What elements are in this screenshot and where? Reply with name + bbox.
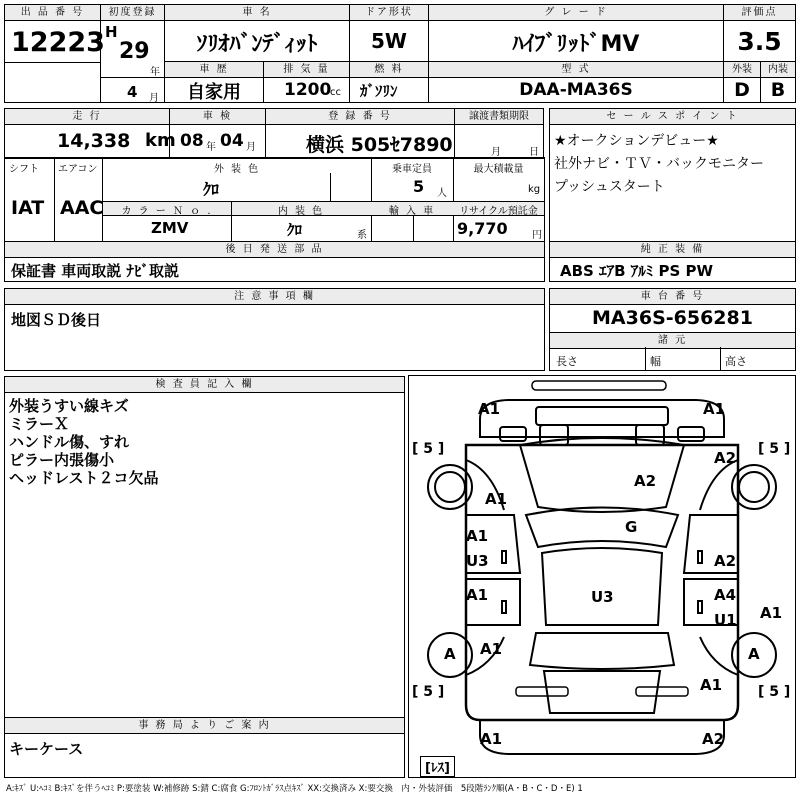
office-info-label: 事 務 局 よ り ご 案 内 [5, 718, 404, 734]
genuine-equipment-cell [549, 241, 796, 282]
interior-grade: B [770, 79, 786, 101]
damage-mark: U3 [591, 588, 614, 606]
damage-mark: A1 [700, 676, 723, 694]
fuel-cell [349, 61, 429, 103]
chassis-label: 車 台 番 号 [550, 289, 795, 305]
door-type: 5W [371, 29, 407, 53]
color-no-label: カ ラ ー Ｎ ｏ . [121, 206, 213, 217]
recycle-label: リサイクル預託金 [459, 206, 538, 217]
lot-number: 12223 [11, 27, 105, 58]
damage-mark: A4 [714, 586, 737, 604]
plate-cell [265, 108, 455, 158]
later-parts-cell [4, 241, 545, 282]
dimension-height-label: 高さ [725, 355, 747, 368]
damage-mark: G [625, 518, 638, 536]
damage-mark: A1 [480, 640, 503, 658]
interior-grade-cell [760, 61, 796, 103]
damage-mark: A1 [760, 604, 783, 622]
ext-color: ｸﾛ [203, 180, 220, 199]
mileage-unit: km [145, 130, 176, 151]
damage-mark: A1 [703, 400, 726, 418]
plate-label: 登 録 番 号 [266, 109, 454, 125]
later-parts: 保証書 車両取説 ﾅﾋﾞ取説 [11, 262, 179, 280]
inspection-year-unit: 年 [206, 142, 216, 153]
chassis-cell [549, 288, 796, 371]
max-load-label: 最大積載量 [473, 164, 524, 175]
score-cell [723, 4, 796, 62]
damage-mark: U3 [466, 552, 489, 570]
transfer-day-unit: 日 [529, 147, 539, 158]
lot-number-label: 出 品 番 号 [5, 5, 100, 21]
mileage: 14,338 [57, 130, 131, 152]
inspection-label: 車 検 [170, 109, 265, 125]
later-parts-label: 後 日 発 送 部 品 [5, 242, 544, 258]
aircon-label: エアコン [58, 164, 98, 175]
dimension-length-label: 長さ [556, 355, 578, 368]
damage-mark: A [444, 645, 456, 663]
displacement-label: 排 気 量 [264, 62, 349, 78]
mileage-label: 走 行 [5, 109, 169, 125]
capacity: 5 [413, 177, 425, 196]
damage-mark: A2 [634, 472, 657, 490]
score: 3.5 [737, 27, 782, 56]
car-name-label: 車 名 [165, 5, 349, 21]
month-unit: 月 [149, 93, 159, 104]
displacement-unit: cc [330, 87, 341, 98]
dimension-width-label: 幅 [650, 355, 661, 368]
first-registration-label: 初度登録 [101, 5, 164, 21]
damage-mark: A1 [466, 586, 489, 604]
car-name: ｿﾘｵﾊﾞﾝﾃﾞｨｯﾄ [196, 32, 318, 57]
int-color: ｸﾛ [287, 221, 303, 239]
damage-mark: A2 [714, 552, 737, 570]
office-info-cell [4, 717, 405, 778]
first-reg-month: 4 [127, 83, 138, 101]
int-color-label: 内 装 色 [277, 206, 325, 217]
model-cell [428, 61, 724, 103]
first-registration-cell [100, 4, 165, 103]
damage-mark: A1 [485, 490, 508, 508]
notes-text: 地図ＳＤ後日 [11, 311, 102, 329]
specs-block [4, 157, 545, 242]
int-color-suffix: 系 [357, 230, 367, 241]
grade-cell [428, 4, 724, 62]
transfer-month-unit: 月 [491, 147, 501, 158]
score-label: 評価点 [724, 5, 795, 21]
inspection-month-unit: 月 [246, 142, 256, 153]
color-no: ZMV [151, 219, 189, 237]
tire-tread-rear-right: [ 5 ] [758, 684, 791, 700]
interior-label: 内装 [761, 62, 795, 78]
chassis-number: MA36S-656281 [592, 307, 753, 329]
office-info-text: キーケース [9, 740, 84, 758]
recycle-fee: 9,770 [457, 219, 508, 238]
inspector-line: ハンドル傷、すれ [9, 433, 130, 451]
history: 自家用 [187, 82, 241, 103]
capacity-label: 乗車定員 [392, 164, 432, 175]
sales-line: ★オークションデビュー★ [554, 133, 719, 149]
dimensions-label: 諸 元 [550, 332, 795, 349]
genuine-equipment-label: 純 正 装 備 [550, 242, 795, 258]
damage-mark: A1 [480, 730, 503, 748]
era: H [105, 23, 118, 41]
lot-number-cell [4, 4, 105, 103]
capacity-unit: 人 [437, 188, 447, 199]
grade: ﾊｲﾌﾞﾘｯﾄﾞMV [512, 32, 640, 57]
door-label: ドア形状 [350, 5, 428, 21]
damage-mark: A2 [702, 730, 725, 748]
import-label: 輸 入 車 [388, 206, 436, 217]
shift-label: シフト [9, 164, 39, 175]
damage-mark: A1 [466, 527, 489, 545]
shift: IAT [11, 197, 45, 219]
spare-tire: [ﾚｽ] [420, 756, 455, 777]
damage-mark: A1 [478, 400, 501, 418]
recycle-unit: 円 [532, 230, 542, 241]
sales-line: プッシュスタート [554, 179, 665, 195]
door-cell [349, 4, 429, 62]
year-unit: 年 [150, 67, 160, 78]
transfer-deadline-cell [454, 108, 544, 158]
inspector-line: ヘッドレスト２コ欠品 [9, 469, 159, 487]
genuine-equipment: ABS ｴｱB ｱﾙﾐ PS PW [560, 262, 714, 280]
sales-point-cell [549, 108, 796, 242]
car-name-cell [164, 4, 350, 62]
inspector-line: ピラー内張傷小 [9, 451, 115, 469]
notes-label: 注 意 事 項 欄 [5, 289, 544, 305]
tire-tread-rear-left: [ 5 ] [412, 684, 445, 700]
inspector-notes-cell [4, 376, 405, 718]
inspection-year: 08 [180, 131, 204, 151]
fuel-label: 燃 料 [350, 62, 428, 78]
model-label: 型 式 [429, 62, 723, 78]
legend-text: A:ｷｽﾞ U:ﾍｺﾐ B:ｷｽﾞを伴うﾍｺﾐ P:要塗装 W:補修跡 S:錆 C:腐食 G:ﾌﾛﾝﾄｶﾞﾗｽ点ｷｽﾞ XX:交換済み X:要交換 内・外装評価 5段階ﾗﾝｸ順(A・B・C・D・E) 1 [6, 784, 583, 794]
plate-number: 横浜 505ｾ7890 [306, 134, 453, 156]
inspector-notes-label: 検 査 員 記 入 欄 [5, 377, 404, 393]
inspection-month: 04 [220, 131, 244, 151]
sales-point-label: セ ー ル ス ポ イ ン ト [550, 109, 795, 125]
exterior-grade: D [734, 79, 750, 101]
car-damage-diagram [408, 375, 796, 778]
ext-color-label: 外 装 色 [213, 164, 261, 175]
model: DAA-MA36S [519, 80, 633, 100]
history-label: 車 歴 [165, 62, 263, 78]
damage-mark: A2 [714, 449, 737, 467]
damage-mark: U1 [714, 611, 737, 629]
mileage-cell [4, 108, 176, 158]
displacement: 1200 [284, 80, 332, 100]
grade-label: グ レ ー ド [429, 5, 723, 21]
exterior-label: 外装 [724, 62, 760, 78]
inspector-line: ミラーＸ [9, 415, 70, 433]
max-load-unit: kg [528, 184, 541, 195]
sales-line: 社外ナビ・ＴＶ・バックモニター [554, 156, 764, 172]
inspection-cell [169, 108, 266, 158]
fuel: ｶﾞｿﾘﾝ [360, 82, 398, 100]
tire-tread-front-left: [ 5 ] [412, 441, 445, 457]
tire-tread-front-right: [ 5 ] [758, 441, 791, 457]
exterior-grade-cell [723, 61, 761, 103]
notes-cell [4, 288, 545, 371]
history-cell [164, 61, 264, 103]
inspector-line: 外装うすい線キズ [9, 397, 129, 415]
transfer-deadline-label: 譲渡書類期限 [455, 109, 543, 125]
aircon: AAC [60, 197, 104, 219]
first-reg-year: 29 [119, 39, 150, 64]
damage-mark: A [748, 645, 760, 663]
displacement-cell [263, 61, 350, 103]
